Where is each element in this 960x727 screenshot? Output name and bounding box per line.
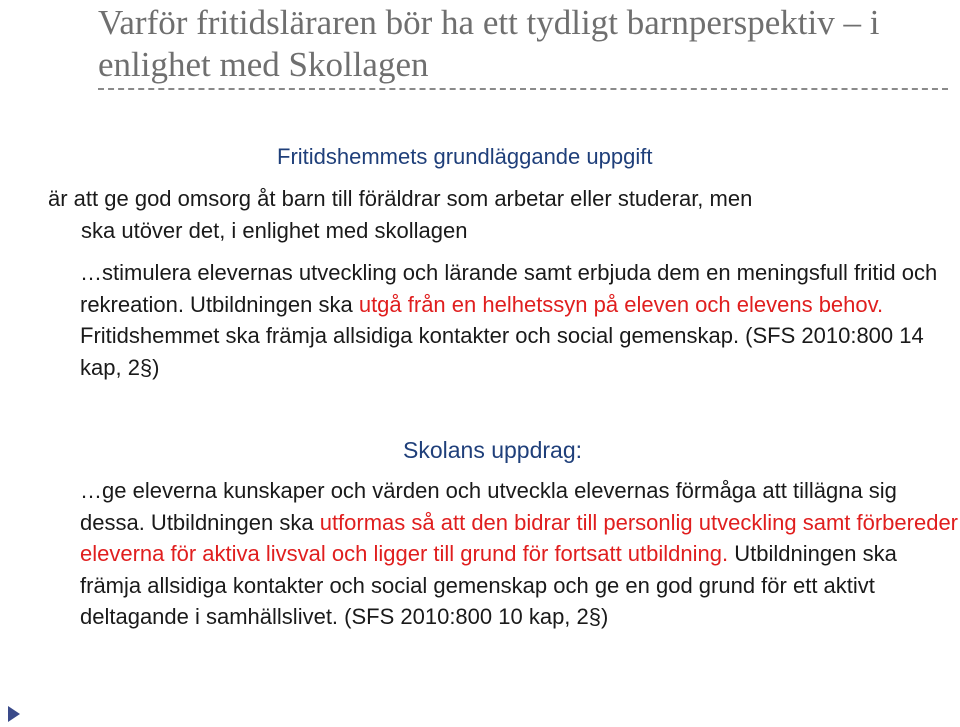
intro-line-1: är att ge god omsorg åt barn till föräldrar som arbetar eller studerar, men	[48, 186, 753, 211]
intro-paragraph	[48, 183, 948, 246]
quote-skolan	[80, 475, 960, 633]
quote1-text-b: Fritidshemmet ska främja allsidiga kontakter och social gemenskap. (SFS 2010:800 14 kap, 2§)	[80, 323, 924, 380]
heading-skolans-uppdrag: Skolans uppdrag:	[403, 437, 583, 463]
bullet-triangle-icon	[8, 706, 20, 722]
quote1-text-a: …stimulera elevernas utveckling och lärande samt erbjuda dem en meningsfull fritid och rekreation. Utbildningen ska	[80, 260, 938, 317]
heading-fritidshem: Fritidshemmets grundläggande uppgift	[277, 144, 653, 169]
title-divider	[98, 88, 948, 90]
quote2-text-b: Utbildningen ska främja allsidiga kontakter och social gemenskap och ge en god grund för ett aktivt deltagande i samhällslivet. (SFS 2010:800 10 kap, 2§)	[80, 541, 897, 629]
intro-line-2: ska utöver det, i enlighet med skollagen	[81, 217, 468, 243]
quote-fritidshem	[80, 257, 960, 383]
quote2-text-a: …ge eleverna kunskaper och värden och utveckla elevernas förmåga att tillägna sig dessa. Utbildningen ska	[80, 478, 897, 535]
quote1-emphasis: utgå från en helhetssyn på eleven och elevens behov.	[358, 291, 884, 317]
slide-title: Varför fritidsläraren bör ha ett tydligt barnperspektiv – i enlighet med Skollagen	[98, 3, 880, 84]
quote2-emphasis: utformas så att den bidrar till personlig utveckling samt förbereder eleverna för aktiva livsval och ligger till grund för fortsatt utbildning.	[80, 509, 959, 566]
